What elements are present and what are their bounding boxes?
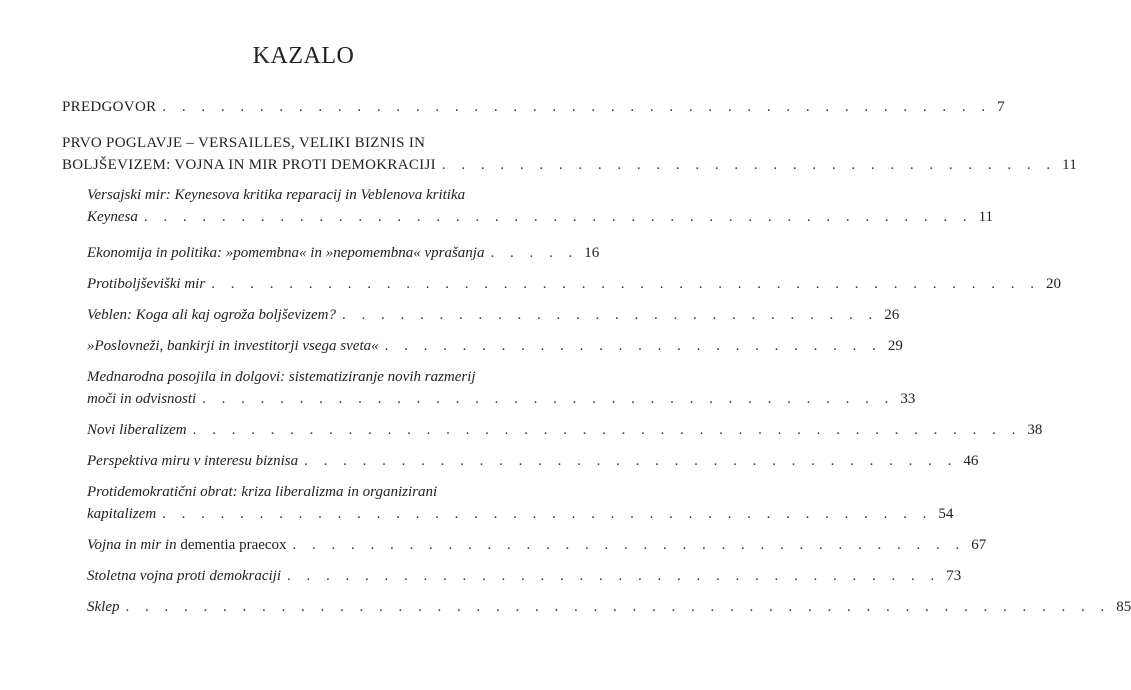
dot-leader: . . . . . . . . . . . . . . . . . . . . . . . . . . — [384, 338, 882, 354]
toc-page-number: 46 — [963, 453, 979, 469]
dot-leader: . . . . . . . . . . . . . . . . . . . . . . . . . . . . . . . . . . . — [292, 537, 966, 553]
dot-leader: . . . . . . . . . . . . . . . . . . . . . . . . . . . . . . . . . . . . . . . . . . . — [211, 276, 1040, 292]
toc-page-number: 67 — [971, 537, 987, 553]
dot-leader: . . . . . . . . . . . . . . . . . . . . . . . . . . . . . . . . . . . . — [202, 391, 895, 407]
toc-entry-predgovor[interactable] — [62, 96, 1005, 118]
toc-entry-title: Sklep — [87, 599, 120, 615]
toc-entry-title: Protiboljševiški mir — [87, 276, 206, 292]
toc-entry-title: Novi liberalizem — [87, 422, 187, 438]
toc-entry-versajski-mir[interactable] — [62, 184, 994, 228]
toc-page-number: 11 — [1062, 157, 1078, 173]
dot-leader: . . . . . . . . . . . . . . . . . . . . . . . . . . . . . . . . . . . . . . . . . . . — [143, 209, 973, 225]
toc-entry-prvo-poglavje[interactable] — [62, 132, 1078, 176]
dot-leader: . . . . . . . . . . . . . . . . . . . . . . . . . . . . . . . . . . — [287, 568, 941, 584]
toc-entry-title: Perspektiva miru v interesu biznisa — [87, 453, 299, 469]
dot-leader: . . . . . . . . . . . . . . . . . . . . . . . . . . . . . . . . . . — [304, 453, 958, 469]
toc-entry-title: Ekonomija in politika: »pomembna« in »nepomembna« vprašanja — [87, 245, 485, 261]
toc-entry-title-italic: Vojna in mir in — [87, 537, 177, 553]
toc-entry-title-line1: PRVO POGLAVJE – VERSAILLES, VELIKI BIZNIS IN — [62, 135, 426, 151]
toc-page-number: 20 — [1045, 276, 1061, 292]
toc-entry-title: »Poslovneži, bankirji in investitorji vsega sveta« — [87, 338, 379, 354]
toc-page-number: 26 — [884, 307, 900, 323]
dot-leader: . . . . . . . . . . . . . . . . . . . . . . . . . . . . . . . . . . . . . . . . . . . . . . . . . . . — [125, 599, 1111, 615]
dot-leader: . . . . . . . . . . . . . . . . . . . . . . . . . . . . . . . . — [441, 157, 1057, 173]
toc-entry-title: PREDGOVOR — [62, 99, 157, 115]
dot-leader: . . . . . . . . . . . . . . . . . . . . . . . . . . . . . . . . . . . . . . . . . . . — [192, 422, 1022, 438]
toc-entry-title-line2: Keynesa — [87, 209, 138, 225]
toc-entry-title-line1: Mednarodna posojila in dolgovi: sistematiziranje novih razmerij — [87, 369, 476, 385]
toc-page-number: 29 — [887, 338, 903, 354]
toc-entry-protiboljseviski-mir[interactable] — [62, 273, 1061, 295]
toc-entry-mednarodna-posojila[interactable] — [62, 366, 916, 410]
toc-entry-title-roman: dementia praecox — [176, 537, 287, 553]
toc-entry-veblen-koga[interactable] — [62, 304, 900, 326]
toc-entry-protidemokraticni-obrat[interactable] — [62, 481, 954, 525]
toc-entry-title — [87, 534, 287, 556]
toc-page-number: 38 — [1027, 422, 1043, 438]
toc-entry-title-line1: Versajski mir: Keynesova kritika reparacij in Veblenova kritika — [87, 187, 466, 203]
toc-entry-perspektiva-miru[interactable] — [62, 450, 979, 472]
toc-entry-stoletna-vojna[interactable] — [62, 565, 962, 587]
toc-page-number: 7 — [997, 99, 1005, 115]
toc-entry-title-line2: BOLJŠEVIZEM: VOJNA IN MIR PROTI DEMOKRACIJI — [62, 157, 436, 173]
toc-entry-title: Veblen: Koga ali kaj ogroža boljševizem? — [87, 307, 336, 323]
toc-page-number: 73 — [946, 568, 962, 584]
toc-entry-vojna-in-mir[interactable] — [62, 534, 987, 556]
page-title: KAZALO — [252, 43, 355, 69]
toc-entry-sklep[interactable] — [62, 596, 1131, 618]
toc-page-number: 11 — [978, 209, 994, 225]
dot-leader: . . . . . . . . . . . . . . . . . . . . . . . . . . . . . . . . . . . . . . . . — [162, 506, 933, 522]
dot-leader: . . . . . . . . . . . . . . . . . . . . . . . . . . . . . . . . . . . . . . . . . . . — [162, 99, 992, 115]
dot-leader: . . . . . . . . . . . . . . . . . . . . . . . . . . . . — [342, 307, 879, 323]
toc-entry-poslovnezi[interactable] — [62, 335, 903, 357]
toc-entry-title-line1: Protidemokratični obrat: kriza liberalizma in organizirani — [87, 484, 438, 500]
toc-entry-title: Stoletna vojna proti demokraciji — [87, 568, 281, 584]
toc-entry-ekonomija-in-politika[interactable] — [62, 242, 600, 264]
toc-page-number: 33 — [900, 391, 916, 407]
toc-entry-novi-liberalizem[interactable] — [62, 419, 1043, 441]
dot-leader: . . . . . — [490, 245, 579, 261]
toc-page-number: 54 — [938, 506, 954, 522]
toc-entry-title-line2: kapitalizem — [87, 506, 157, 522]
toc-page-number: 16 — [584, 245, 600, 261]
toc-entry-title-line2: moči in odvisnosti — [87, 391, 197, 407]
toc-page-number: 85 — [1116, 599, 1131, 615]
